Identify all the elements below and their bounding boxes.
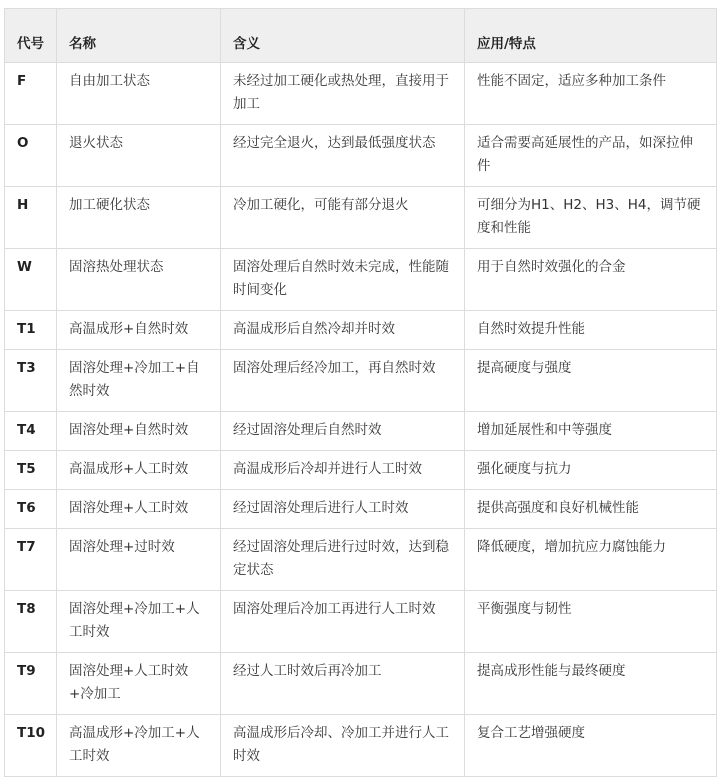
cell-code: W	[5, 249, 57, 311]
cell-code: T9	[5, 653, 57, 715]
cell-name: 固溶处理+人工时效+冷加工	[57, 653, 221, 715]
cell-name: 高温成形+人工时效	[57, 451, 221, 490]
cell-meaning: 经过固溶处理后自然时效	[221, 412, 465, 451]
cell-code: H	[5, 187, 57, 249]
table-row	[5, 187, 717, 249]
cell-name: 固溶处理+自然时效	[57, 412, 221, 451]
cell-meaning: 经过固溶处理后进行人工时效	[221, 490, 465, 529]
cell-name: 固溶处理+冷加工+人工时效	[57, 591, 221, 653]
header-code: 代号	[5, 9, 57, 63]
header-row	[5, 9, 717, 63]
cell-code: T4	[5, 412, 57, 451]
cell-usage: 提高成形性能与最终硬度	[465, 653, 717, 715]
table-row	[5, 653, 717, 715]
cell-name: 高温成形+冷加工+人工时效	[57, 715, 221, 777]
cell-name: 固溶处理+人工时效	[57, 490, 221, 529]
table-row	[5, 412, 717, 451]
table-row	[5, 311, 717, 350]
cell-usage: 适合需要高延展性的产品，如深拉伸件	[465, 125, 717, 187]
table-row	[5, 451, 717, 490]
cell-usage: 增加延展性和中等强度	[465, 412, 717, 451]
cell-name: 固溶处理+过时效	[57, 529, 221, 591]
cell-code: T8	[5, 591, 57, 653]
cell-name: 高温成形+自然时效	[57, 311, 221, 350]
cell-name: 退火状态	[57, 125, 221, 187]
cell-code: F	[5, 63, 57, 125]
cell-meaning: 未经过加工硬化或热处理，直接用于加工	[221, 63, 465, 125]
table-row	[5, 490, 717, 529]
cell-name: 加工硬化状态	[57, 187, 221, 249]
cell-meaning: 冷加工硬化，可能有部分退火	[221, 187, 465, 249]
cell-usage: 提高硬度与强度	[465, 350, 717, 412]
cell-meaning: 固溶处理后自然时效未完成，性能随时间变化	[221, 249, 465, 311]
cell-usage: 可细分为H1、H2、H3、H4，调节硬度和性能	[465, 187, 717, 249]
header-meaning: 含义	[221, 9, 465, 63]
cell-usage: 复合工艺增强硬度	[465, 715, 717, 777]
table-row	[5, 529, 717, 591]
cell-usage: 用于自然时效强化的合金	[465, 249, 717, 311]
table-row	[5, 249, 717, 311]
cell-meaning: 经过人工时效后再冷加工	[221, 653, 465, 715]
cell-meaning: 固溶处理后经冷加工，再自然时效	[221, 350, 465, 412]
table-header	[5, 9, 717, 63]
cell-code: T5	[5, 451, 57, 490]
header-usage: 应用/特点	[465, 9, 717, 63]
table-row	[5, 350, 717, 412]
cell-code: T1	[5, 311, 57, 350]
table-row	[5, 591, 717, 653]
cell-meaning: 经过完全退火，达到最低强度状态	[221, 125, 465, 187]
cell-usage: 自然时效提升性能	[465, 311, 717, 350]
cell-meaning: 高温成形后自然冷却并时效	[221, 311, 465, 350]
header-name: 名称	[57, 9, 221, 63]
cell-code: T10	[5, 715, 57, 777]
cell-meaning: 经过固溶处理后进行过时效，达到稳定状态	[221, 529, 465, 591]
cell-usage: 提供高强度和良好机械性能	[465, 490, 717, 529]
cell-usage: 降低硬度，增加抗应力腐蚀能力	[465, 529, 717, 591]
cell-code: T7	[5, 529, 57, 591]
cell-code: O	[5, 125, 57, 187]
cell-name: 固溶热处理状态	[57, 249, 221, 311]
cell-name: 自由加工状态	[57, 63, 221, 125]
cell-usage: 强化硬度与抗力	[465, 451, 717, 490]
cell-code: T6	[5, 490, 57, 529]
cell-meaning: 高温成形后冷却并进行人工时效	[221, 451, 465, 490]
cell-code: T3	[5, 350, 57, 412]
table-row	[5, 715, 717, 777]
temper-designation-table-container	[4, 8, 716, 777]
cell-usage: 性能不固定，适应多种加工条件	[465, 63, 717, 125]
temper-designation-table	[4, 8, 717, 777]
cell-meaning: 高温成形后冷却、冷加工并进行人工时效	[221, 715, 465, 777]
table-row	[5, 125, 717, 187]
cell-name: 固溶处理+冷加工+自然时效	[57, 350, 221, 412]
table-body	[5, 63, 717, 777]
table-row	[5, 63, 717, 125]
cell-usage: 平衡强度与韧性	[465, 591, 717, 653]
cell-meaning: 固溶处理后冷加工再进行人工时效	[221, 591, 465, 653]
